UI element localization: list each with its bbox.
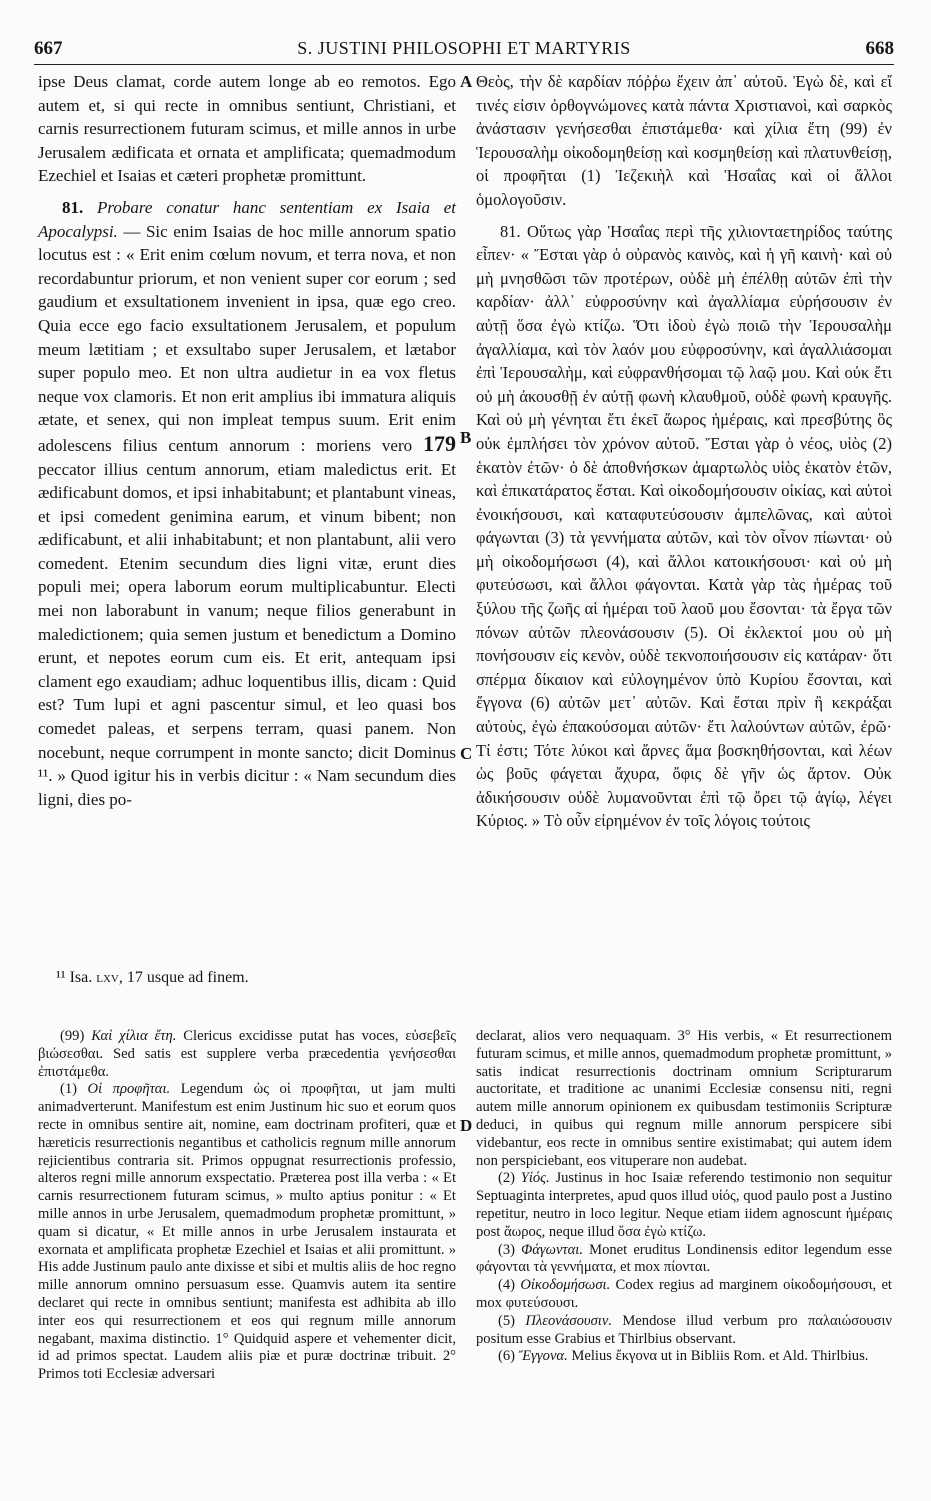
note-item: (99) Καὶ χίλια ἔτη. Clericus excidisse putat has voces, εὐσεβεῖς βιώσεσθαι. Sed satis est supplere verba præcedentia γενήσεσθαι ἐπιστάμεθα. — [38, 1028, 457, 1080]
note-item: (2) Υἱός. Justinus in hoc Isaiæ referendo testimonio non sequitur Septuaginta interpretes, apud quos illud υἱός, quod paulo post a Justino repetitur, neutro in loco legitur. Neque etiam iidem agnoscunt ἡμέραις post ἄωρος, neque illud ὅσα ἐγὼ κτίζω. — [476, 1170, 892, 1240]
section-title: Probare conatur hanc sententiam ex Isaia et Apocalypsi. — [38, 197, 457, 241]
page-number-right: 668 — [865, 38, 894, 59]
greek-column — [476, 70, 892, 833]
page-header — [34, 36, 894, 65]
note-item: (4) Οἰκοδομήσωσι. Codex regius ad marginem οἰκοδομήσουσι, et mox φυτεύσουσι. — [476, 1277, 892, 1311]
notes-right-column — [476, 1028, 892, 1366]
note-item: (5) Πλεονάσουσιν. Mendose illud verbum pro παλαιώσουσιν positum esse Grabius et Thirlbius observant. — [476, 1312, 892, 1347]
footnote-mark: ¹¹. — [38, 766, 58, 786]
latin-column — [38, 70, 456, 811]
margin-letter-d: D — [460, 1116, 473, 1135]
page-number-left: 667 — [34, 38, 63, 59]
section-number: 81. — [62, 197, 84, 217]
latin-text-a: — Sic enim Isaias de hoc mille annorum spatio locutus est : « Erit enim cœlum novum, et terra nova, et non recordabuntur priorum, et non venient super cor eorum ; sed gaudium et exsultationem invenient in ipsa, quæ ego creo. Quia ecce ego facio exsultationem Jerusalem, et populum meum lætitiam ; et exsultabo super Jerusalem, et lætabor super populo meo. Et non ultra audietur in ea vox fletus neque vox clamoris. Et non erit amplius ibi immatura aliquis ætate, et senex, qui non impleat tempus suum. Erit enim adolescens filius centum annorum : moriens vero — [38, 221, 456, 455]
note-item: (1) Οἱ προφῆται. Legendum ὡς οἱ προφῆται, ut jam multi animadverterunt. Manifestum est enim Justinum hic suo et eorum quos recte in omnibus sentire ait, nomine, eam doctrinam profiteri, quæ et hæreticis resurrectionis negantibus et catholicis regnum mille annorum rejicientibus contraria sit. Primos oppugnat resurrectionis professio, alteros regni mille annorum exspectatio. Præterea post illa verba : « Et carnis resurrectionem futuram scimus, » multo aptius ponitur : « Et mille annos in urbe Jerusalem, quemadmodum prophetæ promittunt, » quam si dicatur, « Et mille annos in urbe Jerusalem instaurata et exornata et amplificata prophetæ Ezechiel et Isaias et alii promittunt. » His adde Justinum paulo ante dixisse et sibi et multis aliis de hoc regno mille annorum omnino persuasum esse. Quamvis autem ita sentire declaret qui recte in omnibus sentiunt; manifesta est adhibita ab illo inter eos qui resurrectionem et eos qui regnum mille annorum negabant, maxima distinctio. 1° Quidquid aspere et vehementer dicit, id ad primos spectat. Laudem aliis piæ et puræ doctrinæ tribuit. 2° Primos toti Ecclesiæ adversari — [38, 1081, 456, 1383]
latin-paragraph-2 — [38, 196, 456, 811]
scripture-footnote: ¹¹ Isa. lxv, 17 usque ad finem. — [56, 969, 249, 986]
note-item: (6) Ἔγγονα. Melius ἔκγονα ut in Bibliis Rom. et Ald. Thirlbius. — [498, 1348, 869, 1365]
latin-text-b: peccator illius centum annorum, etiam maledictus erit. Et ædificabunt domos, et ipsi inhabitabunt; et plantabunt vineas, et ipsi comedent genimina earum, et vinum bibent; non ædificabunt, et alii inhabitabunt; et non plantabunt, alii vero comedent. Etenim secundum dies ligni vitæ, erunt dies populi mei; opera laborum eorum multiplicabuntur. Electi mei non laborabunt in vanum; neque filios generabunt in maledictionem; quia semen justum et benedictum a Domino erunt, et nepotes eorum cum eis. Et erit, antequam ipsi clament ego exaudiam; adhuc loquentibus illis, dicam : Quid est? Tum lupi et agni pascentur simul, et leo quasi bos comedet paleas, et serpens terram, quasi panem. Non nocebunt, neque corrumpent in monte sancto; dicit Dominus — [38, 459, 456, 762]
notes-left-column — [38, 1028, 456, 1384]
margin-letter-a: A — [460, 72, 473, 91]
latin-text-c: » Quod igitur his in verbis dicitur : « Nam secundum dies ligni, dies po- — [38, 766, 456, 809]
margin-letter-b: B — [460, 428, 472, 447]
running-title: S. JUSTINI PHILOSOPHI ET MARTYRIS — [297, 38, 631, 58]
greek-paragraph-2: 81. Οὕτως γὰρ Ἡσαΐας περὶ τῆς χιλιονταετηρίδος ταύτης εἶπεν· « Ἔσται γὰρ ὁ οὐρανὸς καινὸς, καὶ ἡ γῆ καινὴ· καὶ οὐ μὴ μνησθῶσι τῶν προτέρων, οὐδὲ μὴ ἐπέλθῃ αὐτῶν ἐπὶ τὴν καρδίαν· ἀλλ᾽ εὐφροσύνην καὶ ἀγαλλίαμα εὑρήσουσιν ἐν αὐτῇ ὅσα ἐγὼ κτίζω. Ὅτι ἰδοὺ ἐγὼ ποιῶ τὴν Ἱερουσαλὴμ ἀγαλλίαμα, καὶ τὸν λαόν μου εὐφροσύνην, καὶ ἀγαλλιάσομαι ἐπὶ Ἱερουσαλὴμ, καὶ εὐφρανθήσομαι τῷ λαῷ μου. Καὶ οὐκ ἔτι οὐ μὴ ἀκουσθῇ ἐν αὐτῇ φωνὴ κλαυθμοῦ, οὐδὲ φωνὴ κραυγῆς. Καὶ οὐ μὴ γένηται ἔτι ἐκεῖ ἄωρος ἡμέραις, καὶ πρεσβύτης ὃς οὐκ ἐμπλήσει τὸν χρόνον αὐτοῦ. Ἔσται γὰρ ὁ νέος, υἱὸς (2) ἑκατὸν ἐτῶν· ὁ δὲ ἀποθνήσκων ἁμαρτωλὸς υἱὸς ἑκατὸν ἐτῶν, καὶ ἐπικατάρατος ἔσται. Καὶ οἰκοδομήσουσιν οἰκίας, καὶ αὐτοὶ ἐνοικήσουσι, καὶ καταφυτεύσουσιν ἀμπελῶνας, καὶ αὐτοὶ φάγωνται (3) τὰ γεννήματα αὐτῶν, καὶ τὸν οἶνον πίωνται· οὐ μὴ οἰκοδομήσωσι (4), καὶ ἄλλοι κατοικήσουσι· καὶ οὐ μὴ φυτεύσωσι, καὶ ἄλλοι φάγονται. Κατὰ γὰρ τὰς ἡμέρας τοῦ ξύλου τῆς ζωῆς αἱ ἡμέραι τοῦ λαοῦ μου ἔσονται· τὰ ἔργα τῶν πόνων αὐτῶν πλεονάσουσιν (5). Οἱ ἐκλεκτοί μου οὐ μὴ πονήσουσιν εἰς κενὸν, οὐδὲ τεκνοποιήσουσιν εἰς κατάραν· ὅτι σπέρμα δίκαιον καὶ εὐλογημένον ὑπὸ Κυρίου ἔσονται, καὶ ἔγγονα (6) αὐτῶν μετ᾽ αὐτῶν. Καὶ ἔσται πρὶν ἢ κεκράξαι αὐτοὺς, ἐγὼ ἐπακούσομαι αὐτῶν· ἔτι λαλούντων αὐτῶν, ἐρῶ· Τί ἐστι; Τότε λύκοι καὶ ἄρνες ἅμα βοσκηθήσονται, καὶ λέων ὡς βοῦς φάγεται ἄχυρα, ὄφις δὲ γῆν ὡς ἄρτον. Οὐκ ἀδικήσουσιν οὐδὲ λυμανοῦνται ἐπὶ τῷ ὄρει τῷ ἁγίῳ, λέγει Κύριος. » Τὸ οὖν εἰρημένον ἐν τοῖς λόγοις τούτοις — [476, 221, 892, 831]
page-marker: 179 — [423, 430, 456, 456]
note-item: (3) Φάγωνται. Monet eruditus Londinensis editor legendum esse φάγονται τὰ γεννήματα, et mox πίονται. — [476, 1241, 892, 1276]
margin-letter-c: C — [460, 744, 473, 763]
greek-paragraph-1: Θεὸς, τὴν δὲ καρδίαν πόῤῥω ἔχειν ἀπ᾽ αὐτοῦ. Ἐγὼ δὲ, καὶ εἴ τινές εἰσιν ὀρθογνώμονες κατὰ πάντα Χριστιανοὶ, καὶ σαρκὸς ἀνάστασιν γενήσεσθαι ἐπιστάμεθα· καὶ χίλια ἔτη (99) ἐν Ἱερουσαλὴμ οἰκοδομηθείσῃ καὶ κοσμηθείσῃ καὶ πλατυνθείσῃ, οἱ προφῆται (1) Ἰεζεκιὴλ καὶ Ἡσαΐας καὶ οἱ ἄλλοι ὁμολογοῦσιν. — [476, 72, 892, 209]
note-item: declarat, alios vero nequaquam. 3° His verbis, « Et resurrectionem futuram scimus, et mille annos, quemadmodum prophetæ promittunt, » satis indicat resurrectionis doctrinam omnium Scripturarum auctoritate, et traditione ac unanimi Ecclesiæ consensu niti, regni autem mille annorum opinionem ex quibusdam testimoniis Scripturæ deduci, in quibus qui regnum mille annorum perspicere sibi videbantur, eos recte in omnibus sentire existimabat; qui autem idem non perspiciebant, eos vituperare non audebat. — [476, 1028, 892, 1169]
latin-paragraph-1: ipse Deus clamat, corde autem longe ab eo remotos. Ego autem et, si qui recte in omnibus sentiunt, Christiani, et carnis resurrectionem futuram scimus, et mille annos in urbe Jerusalem ædificata et ornata et amplificata; quemadmodum Ezechiel et Isaias et cæteri prophetæ promittunt. — [38, 72, 456, 186]
